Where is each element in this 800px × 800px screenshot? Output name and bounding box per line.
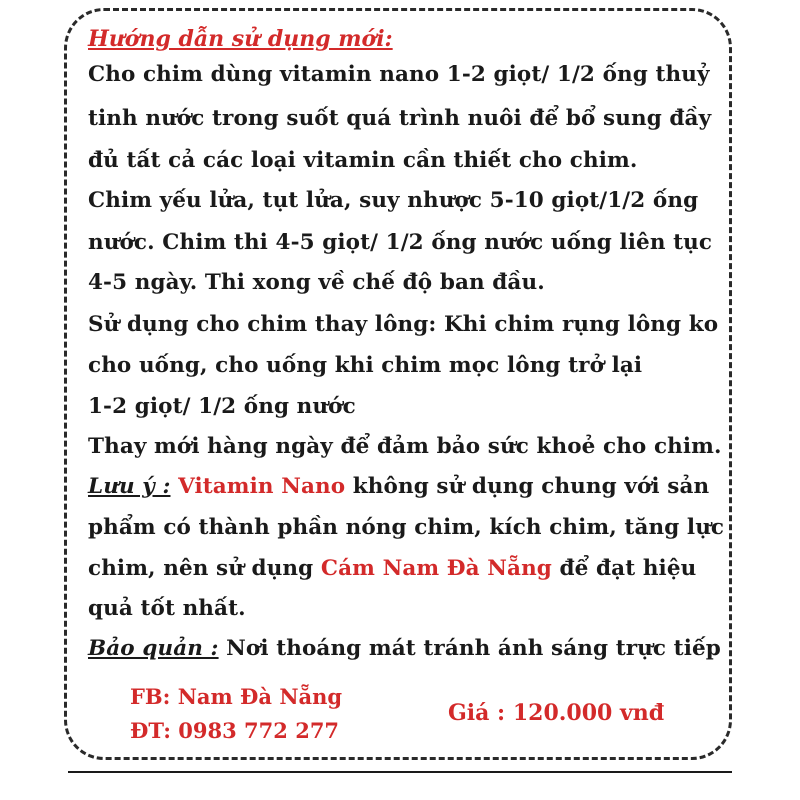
note-line [88,556,696,581]
instruction-line: đủ tất cả các loại vitamin cần thiết cho chim. [88,148,638,173]
note-text: chim, nên sử dụng [88,556,314,581]
section-title: Hướng dẫn sử dụng mới: [88,26,393,52]
instruction-line: cho uống, cho uống khi chim mọc lông trở lại [88,353,643,378]
note-label: Lưu ý : [88,474,171,499]
note-line [88,474,709,499]
note-brand-cam: Cám Nam Đà Nẵng [320,556,552,581]
instruction-line: 4-5 ngày. Thi xong về chế độ ban đầu. [88,270,545,295]
instruction-line: nước. Chim thi 4-5 giọt/ 1/2 ống nước uống liên tục [88,230,713,255]
storage-text: Nơi thoáng mát tránh ánh sáng trực tiếp [226,636,721,661]
phone-contact: ĐT: 0983 772 277 [130,718,340,743]
instruction-line: Sử dụng cho chim thay lông: Khi chim rụng lông ko [88,312,719,337]
storage-line [88,636,721,661]
note-line: phẩm có thành phần nóng chim, kích chim, tăng lực [88,515,725,540]
note-text: không sử dụng chung với sản [352,474,710,499]
note-line: quả tốt nhất. [88,596,246,621]
facebook-contact: FB: Nam Đà Nẵng [130,684,343,709]
instruction-line: 1-2 giọt/ 1/2 ống nước [88,394,356,419]
price-label: Giá : 120.000 vnđ [448,700,665,726]
instruction-line: Cho chim dùng vitamin nano 1-2 giọt/ 1/2 ống thuỷ [88,62,710,87]
instruction-line: tinh nước trong suốt quá trình nuôi để bổ sung đầy [88,106,712,131]
note-brand: Vitamin Nano [178,474,346,499]
instruction-line: Thay mới hàng ngày để đảm bảo sức khoẻ cho chim. [88,434,722,459]
note-text: để đạt hiệu [559,556,697,581]
instruction-line: Chim yếu lửa, tụt lửa, suy nhược 5-10 giọt/1/2 ống [88,188,699,213]
storage-label: Bảo quản : [88,636,219,661]
